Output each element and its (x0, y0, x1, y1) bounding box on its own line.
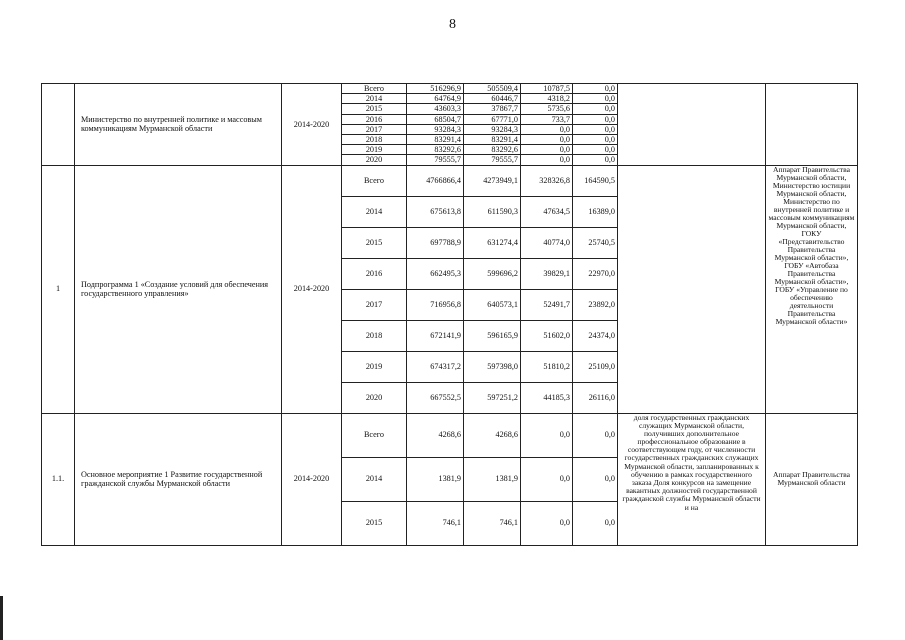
funding-cell: 51602,0 (521, 320, 573, 351)
indicator-cell (618, 84, 766, 166)
funding-cell: 0,0 (573, 114, 618, 124)
total-cell: 79555,7 (407, 155, 464, 165)
funding-cell: 25740,5 (573, 227, 618, 258)
funding-cell: 0,0 (573, 413, 618, 457)
item-name-cell: Министерство по внутренней политике и массовым коммуникациям Мурманской области (75, 84, 282, 166)
total-cell: 1381,9 (407, 457, 464, 501)
executor-cell: Аппарат Правительства Мурманской области, Министерство юстиции Мурманской области, Министерство по внутренней политике и массовым коммуникациям Мурманской области, ГОКУ «Представительство Правительства Мурманской области», ГОБУ «Автобаза Правительства Мурманской области», ГОБУ «Управление по обеспечению деятельности Правительства Мурманской области» (766, 165, 858, 413)
funding-cell: 0,0 (573, 84, 618, 94)
funding-cell: 26116,0 (573, 382, 618, 413)
funding-cell: 733,7 (521, 114, 573, 124)
row-number-cell: 1 (42, 165, 75, 413)
funding-cell: 44185,3 (521, 382, 573, 413)
funding-cell: 52491,7 (521, 289, 573, 320)
funding-cell: 164590,5 (573, 165, 618, 196)
funding-cell: 67771,0 (464, 114, 521, 124)
year-cell: 2019 (342, 145, 407, 155)
row-number-cell: 1.1. (42, 413, 75, 545)
total-cell: 716956,8 (407, 289, 464, 320)
funding-cell: 0,0 (573, 134, 618, 144)
year-cell: Всего (342, 84, 407, 94)
executor-cell (766, 84, 858, 166)
year-cell: 2015 (342, 104, 407, 114)
funding-cell: 0,0 (573, 457, 618, 501)
funding-cell: 0,0 (573, 501, 618, 545)
funding-cell: 83291,4 (464, 134, 521, 144)
year-cell: 2019 (342, 351, 407, 382)
year-cell: 2016 (342, 258, 407, 289)
funding-cell: 79555,7 (464, 155, 521, 165)
year-cell: 2015 (342, 501, 407, 545)
funding-cell: 4318,2 (521, 94, 573, 104)
total-cell: 674317,2 (407, 351, 464, 382)
funding-cell: 40774,0 (521, 227, 573, 258)
year-cell: 2016 (342, 114, 407, 124)
total-cell: 4268,6 (407, 413, 464, 457)
total-cell: 516296,9 (407, 84, 464, 94)
budget-table (41, 83, 858, 546)
funding-cell: 0,0 (521, 457, 573, 501)
funding-cell: 60446,7 (464, 94, 521, 104)
funding-cell: 24374,0 (573, 320, 618, 351)
row-number-cell (42, 84, 75, 166)
period-cell: 2014-2020 (282, 84, 342, 166)
funding-cell: 4273949,1 (464, 165, 521, 196)
year-cell: 2015 (342, 227, 407, 258)
total-cell: 64764,9 (407, 94, 464, 104)
total-cell: 4766866,4 (407, 165, 464, 196)
funding-cell: 0,0 (521, 124, 573, 134)
item-name-cell: Подпрограмма 1 «Создание условий для обеспечения государственного управления» (75, 165, 282, 413)
margin-mark (0, 596, 3, 640)
funding-cell: 0,0 (573, 94, 618, 104)
year-cell: Всего (342, 165, 407, 196)
page-number: 8 (449, 17, 456, 32)
funding-cell: 4268,6 (464, 413, 521, 457)
funding-cell: 16389,0 (573, 196, 618, 227)
total-cell: 68504,7 (407, 114, 464, 124)
year-cell: 2014 (342, 94, 407, 104)
total-cell: 43603,3 (407, 104, 464, 114)
funding-cell: 0,0 (521, 155, 573, 165)
item-name-cell: Основное мероприятие 1 Развитие государственной гражданской службы Мурманской области (75, 413, 282, 545)
funding-cell: 47634,5 (521, 196, 573, 227)
funding-cell: 37867,7 (464, 104, 521, 114)
period-cell: 2014-2020 (282, 413, 342, 545)
funding-cell: 22970,0 (573, 258, 618, 289)
funding-cell: 0,0 (521, 413, 573, 457)
funding-cell: 83292,6 (464, 145, 521, 155)
total-cell: 675613,8 (407, 196, 464, 227)
period-cell: 2014-2020 (282, 165, 342, 413)
funding-cell: 93284,3 (464, 124, 521, 134)
year-cell: Всего (342, 413, 407, 457)
table-row (42, 165, 858, 196)
indicator-cell: доля государственных гражданских служащих Мурманской области, получивших дополнительное профессиональное образование в соответствующем году, от численности государственных гражданских служащих Мурманской области, запланированных к обучению в рамках государственного заказа Доля конкурсов на замещение вакантных должностей государственной гражданской службы Мурманской области и на (618, 413, 766, 545)
year-cell: 2020 (342, 155, 407, 165)
year-cell: 2017 (342, 124, 407, 134)
funding-cell: 0,0 (521, 134, 573, 144)
funding-cell: 39829,1 (521, 258, 573, 289)
year-cell: 2018 (342, 134, 407, 144)
funding-cell: 0,0 (573, 124, 618, 134)
table-row (42, 413, 858, 457)
funding-cell: 0,0 (521, 145, 573, 155)
funding-cell: 0,0 (573, 104, 618, 114)
funding-cell: 1381,9 (464, 457, 521, 501)
total-cell: 697788,9 (407, 227, 464, 258)
total-cell: 83291,4 (407, 134, 464, 144)
funding-cell: 23892,0 (573, 289, 618, 320)
funding-cell: 0,0 (521, 501, 573, 545)
funding-cell: 10787,5 (521, 84, 573, 94)
funding-cell: 746,1 (464, 501, 521, 545)
funding-cell: 25109,0 (573, 351, 618, 382)
year-cell: 2020 (342, 382, 407, 413)
funding-cell: 0,0 (573, 155, 618, 165)
total-cell: 662495,3 (407, 258, 464, 289)
funding-cell: 505509,4 (464, 84, 521, 94)
funding-cell: 0,0 (573, 145, 618, 155)
funding-cell: 597398,0 (464, 351, 521, 382)
funding-cell: 51810,2 (521, 351, 573, 382)
year-cell: 2018 (342, 320, 407, 351)
table-row (42, 84, 858, 94)
funding-cell: 5735,6 (521, 104, 573, 114)
funding-cell: 631274,4 (464, 227, 521, 258)
funding-cell: 596165,9 (464, 320, 521, 351)
indicator-cell (618, 165, 766, 413)
funding-cell: 597251,2 (464, 382, 521, 413)
total-cell: 746,1 (407, 501, 464, 545)
total-cell: 672141,9 (407, 320, 464, 351)
funding-cell: 640573,1 (464, 289, 521, 320)
year-cell: 2017 (342, 289, 407, 320)
executor-cell: Аппарат Правительства Мурманской области (766, 413, 858, 545)
total-cell: 667552,5 (407, 382, 464, 413)
total-cell: 83292,6 (407, 145, 464, 155)
funding-cell: 599696,2 (464, 258, 521, 289)
total-cell: 93284,3 (407, 124, 464, 134)
year-cell: 2014 (342, 196, 407, 227)
funding-cell: 328326,8 (521, 165, 573, 196)
year-cell: 2014 (342, 457, 407, 501)
funding-cell: 611590,3 (464, 196, 521, 227)
